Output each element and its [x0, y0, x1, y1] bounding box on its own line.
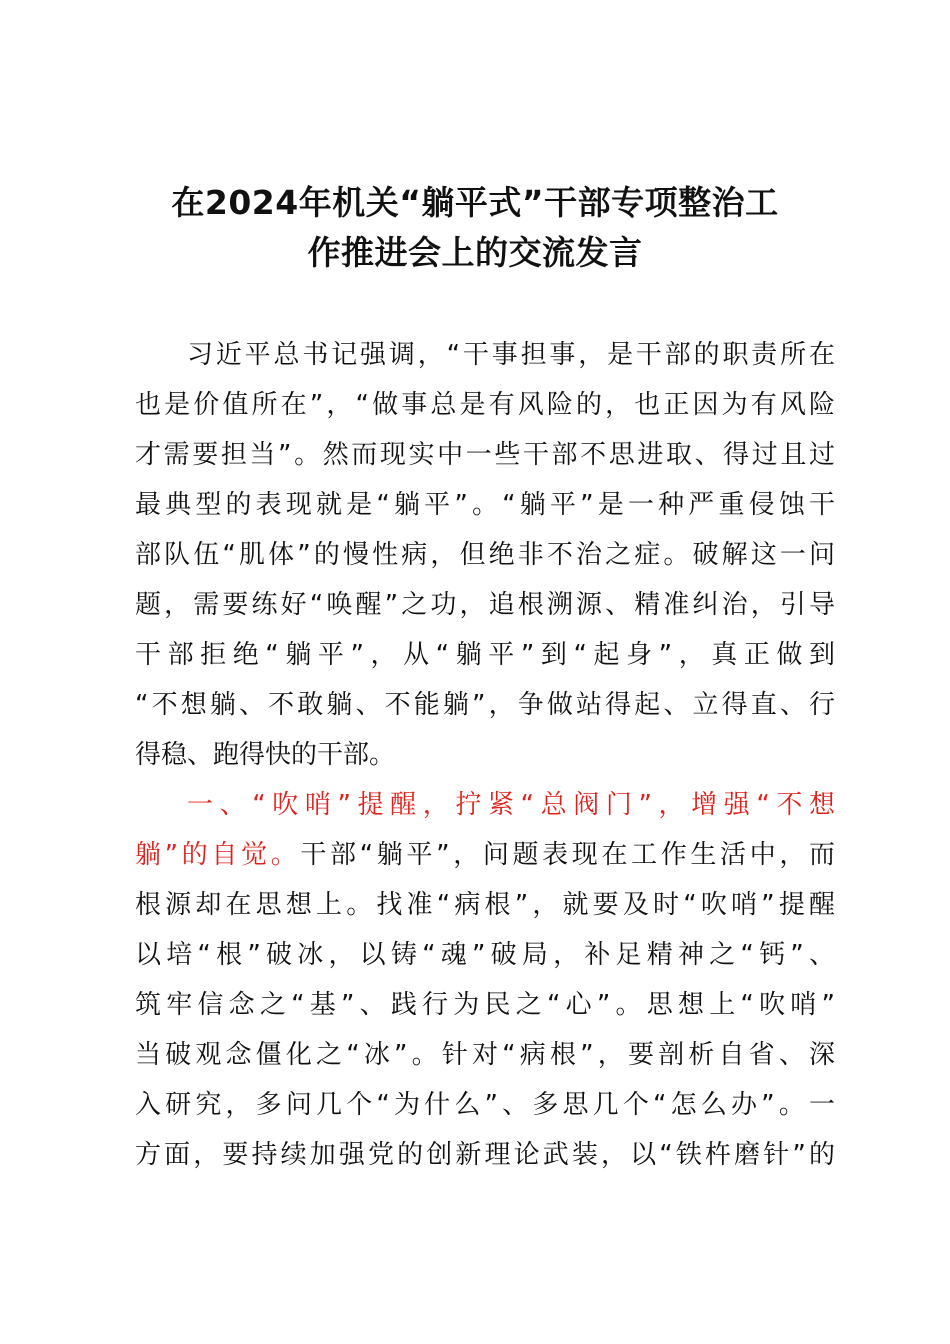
- text-line: 才需要担当”。然而现实中一些干部不思进取、得过且过: [135, 440, 835, 470]
- section-heading-line: 一、“吹哨”提醒，拧紧“总阀门”，增强“不想: [187, 790, 835, 820]
- text-line: 以培“根”破冰，以铸“魂”破局，补足精神之“钙”、: [135, 940, 835, 970]
- text-line: 筑牢信念之“基”、践行为民之“心”。思想上“吹哨”: [135, 990, 835, 1020]
- text-line: 最典型的表现就是“躺平”。“躺平”是一种严重侵蚀干: [135, 490, 835, 520]
- text-line: 部队伍“肌体”的慢性病，但绝非不治之症。破解这一问: [135, 540, 835, 570]
- text-line: [135, 830, 835, 880]
- text-line: 入研究，多问几个“为什么”、多思几个“怎么办”。一: [135, 1090, 835, 1120]
- text-line: 干部拒绝“躺平”，从“躺平”到“起身”，真正做到: [135, 640, 835, 670]
- paragraph-intro: [135, 330, 835, 780]
- text-segment: 干部“躺平”，问题表现在工作生活中，而: [300, 840, 835, 870]
- text-line: “不想躺、不敢躺、不能躺”，争做站得起、立得直、行: [135, 690, 835, 720]
- text-line: 方面，要持续加强党的创新理论武装，以“铁杵磨针”的: [135, 1140, 835, 1170]
- document-title: [120, 178, 830, 278]
- text-line: 也是价值所在”，“做事总是有风险的，也正因为有风险: [135, 390, 835, 420]
- text-line: 题，需要练好“唤醒”之功，追根溯源、精准纠治，引导: [135, 590, 835, 620]
- document-body: [135, 330, 835, 1180]
- text-line: 习近平总书记强调，“干事担事，是干部的职责所在: [187, 340, 835, 370]
- title-line-2: 作推进会上的交流发言: [307, 233, 643, 272]
- section-heading-tail: 躺”的自觉。: [135, 840, 301, 870]
- title-line-1: 在2024年机关“躺平式”干部专项整治工: [171, 183, 779, 222]
- paragraph-section-1: [135, 780, 835, 1180]
- text-line: 得稳、跑得快的干部。: [135, 740, 396, 770]
- text-line: 根源却在思想上。找准“病根”，就要及时“吹哨”提醒: [135, 890, 835, 920]
- text-line: 当破观念僵化之“冰”。针对“病根”，要剖析自省、深: [135, 1040, 835, 1070]
